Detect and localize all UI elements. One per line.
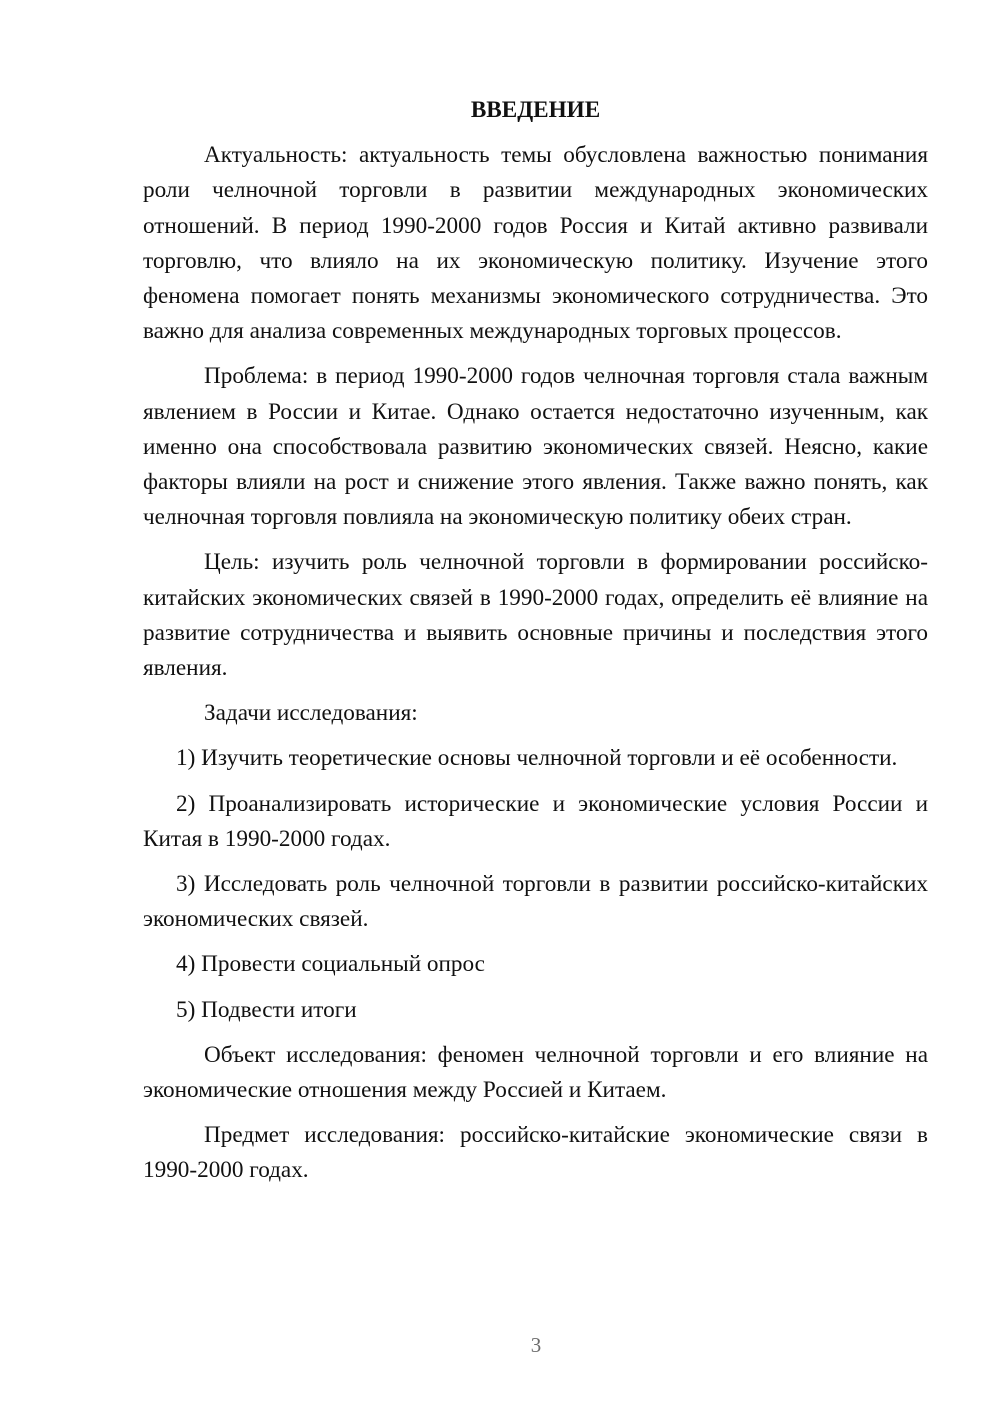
task-item: 3) Исследовать роль челночной торговли в развитии российско-китайских экономических связей.	[143, 871, 928, 933]
task-item: 1) Изучить теоретические основы челночной торговли и её особенности.	[176, 745, 898, 772]
tasks-list	[143, 741, 928, 1027]
subject-paragraph: Предмет исследования: российско-китайские экономические связи в 1990-2000 годах.	[143, 1122, 928, 1184]
task-item: 2) Проанализировать исторические и экономические условия России и Китая в 1990-2000 годах.	[143, 790, 928, 852]
document-body	[143, 93, 928, 1189]
problem-paragraph: Проблема: в период 1990-2000 годов челночная торговля стала важным явлением в России и Китае. Однако остается недостаточно изученным, как именно она способствовала развитию экономических связей. Неясно, какие факторы влияли на рост и снижение этого явления. Также важно понять, как челночная торговля повлияла на экономическую политику обеих стран.	[143, 363, 928, 531]
tasks-heading: Задачи исследования:	[204, 700, 418, 727]
page-number: 3	[530, 1333, 542, 1357]
task-item: 4) Провести социальный опрос	[176, 951, 485, 978]
relevance-paragraph: Актуальность: актуальность темы обусловлена важностью понимания роли челночной торговли в развитии международных экономических отношений. В период 1990-2000 годов Россия и Китай активно развивали торговлю, что влияло на их экономическую политику. Изучение этого феномена помогает понять механизмы экономического сотрудничества. Это важно для анализа современных международных торговых процессов.	[143, 142, 928, 345]
object-paragraph: Объект исследования: феномен челночной торговли и его влияние на экономические отношения между Россией и Китаем.	[143, 1041, 928, 1104]
goal-paragraph: Цель: изучить роль челночной торговли в формировании российско-китайских экономических связей в 1990-2000 годах, определить её влияние на развитие сотрудничества и выявить основные причины и последствия этого явления.	[143, 549, 928, 682]
section-title: ВВЕДЕНИЕ	[470, 97, 601, 123]
task-item: 5) Подвести итоги	[176, 996, 357, 1023]
